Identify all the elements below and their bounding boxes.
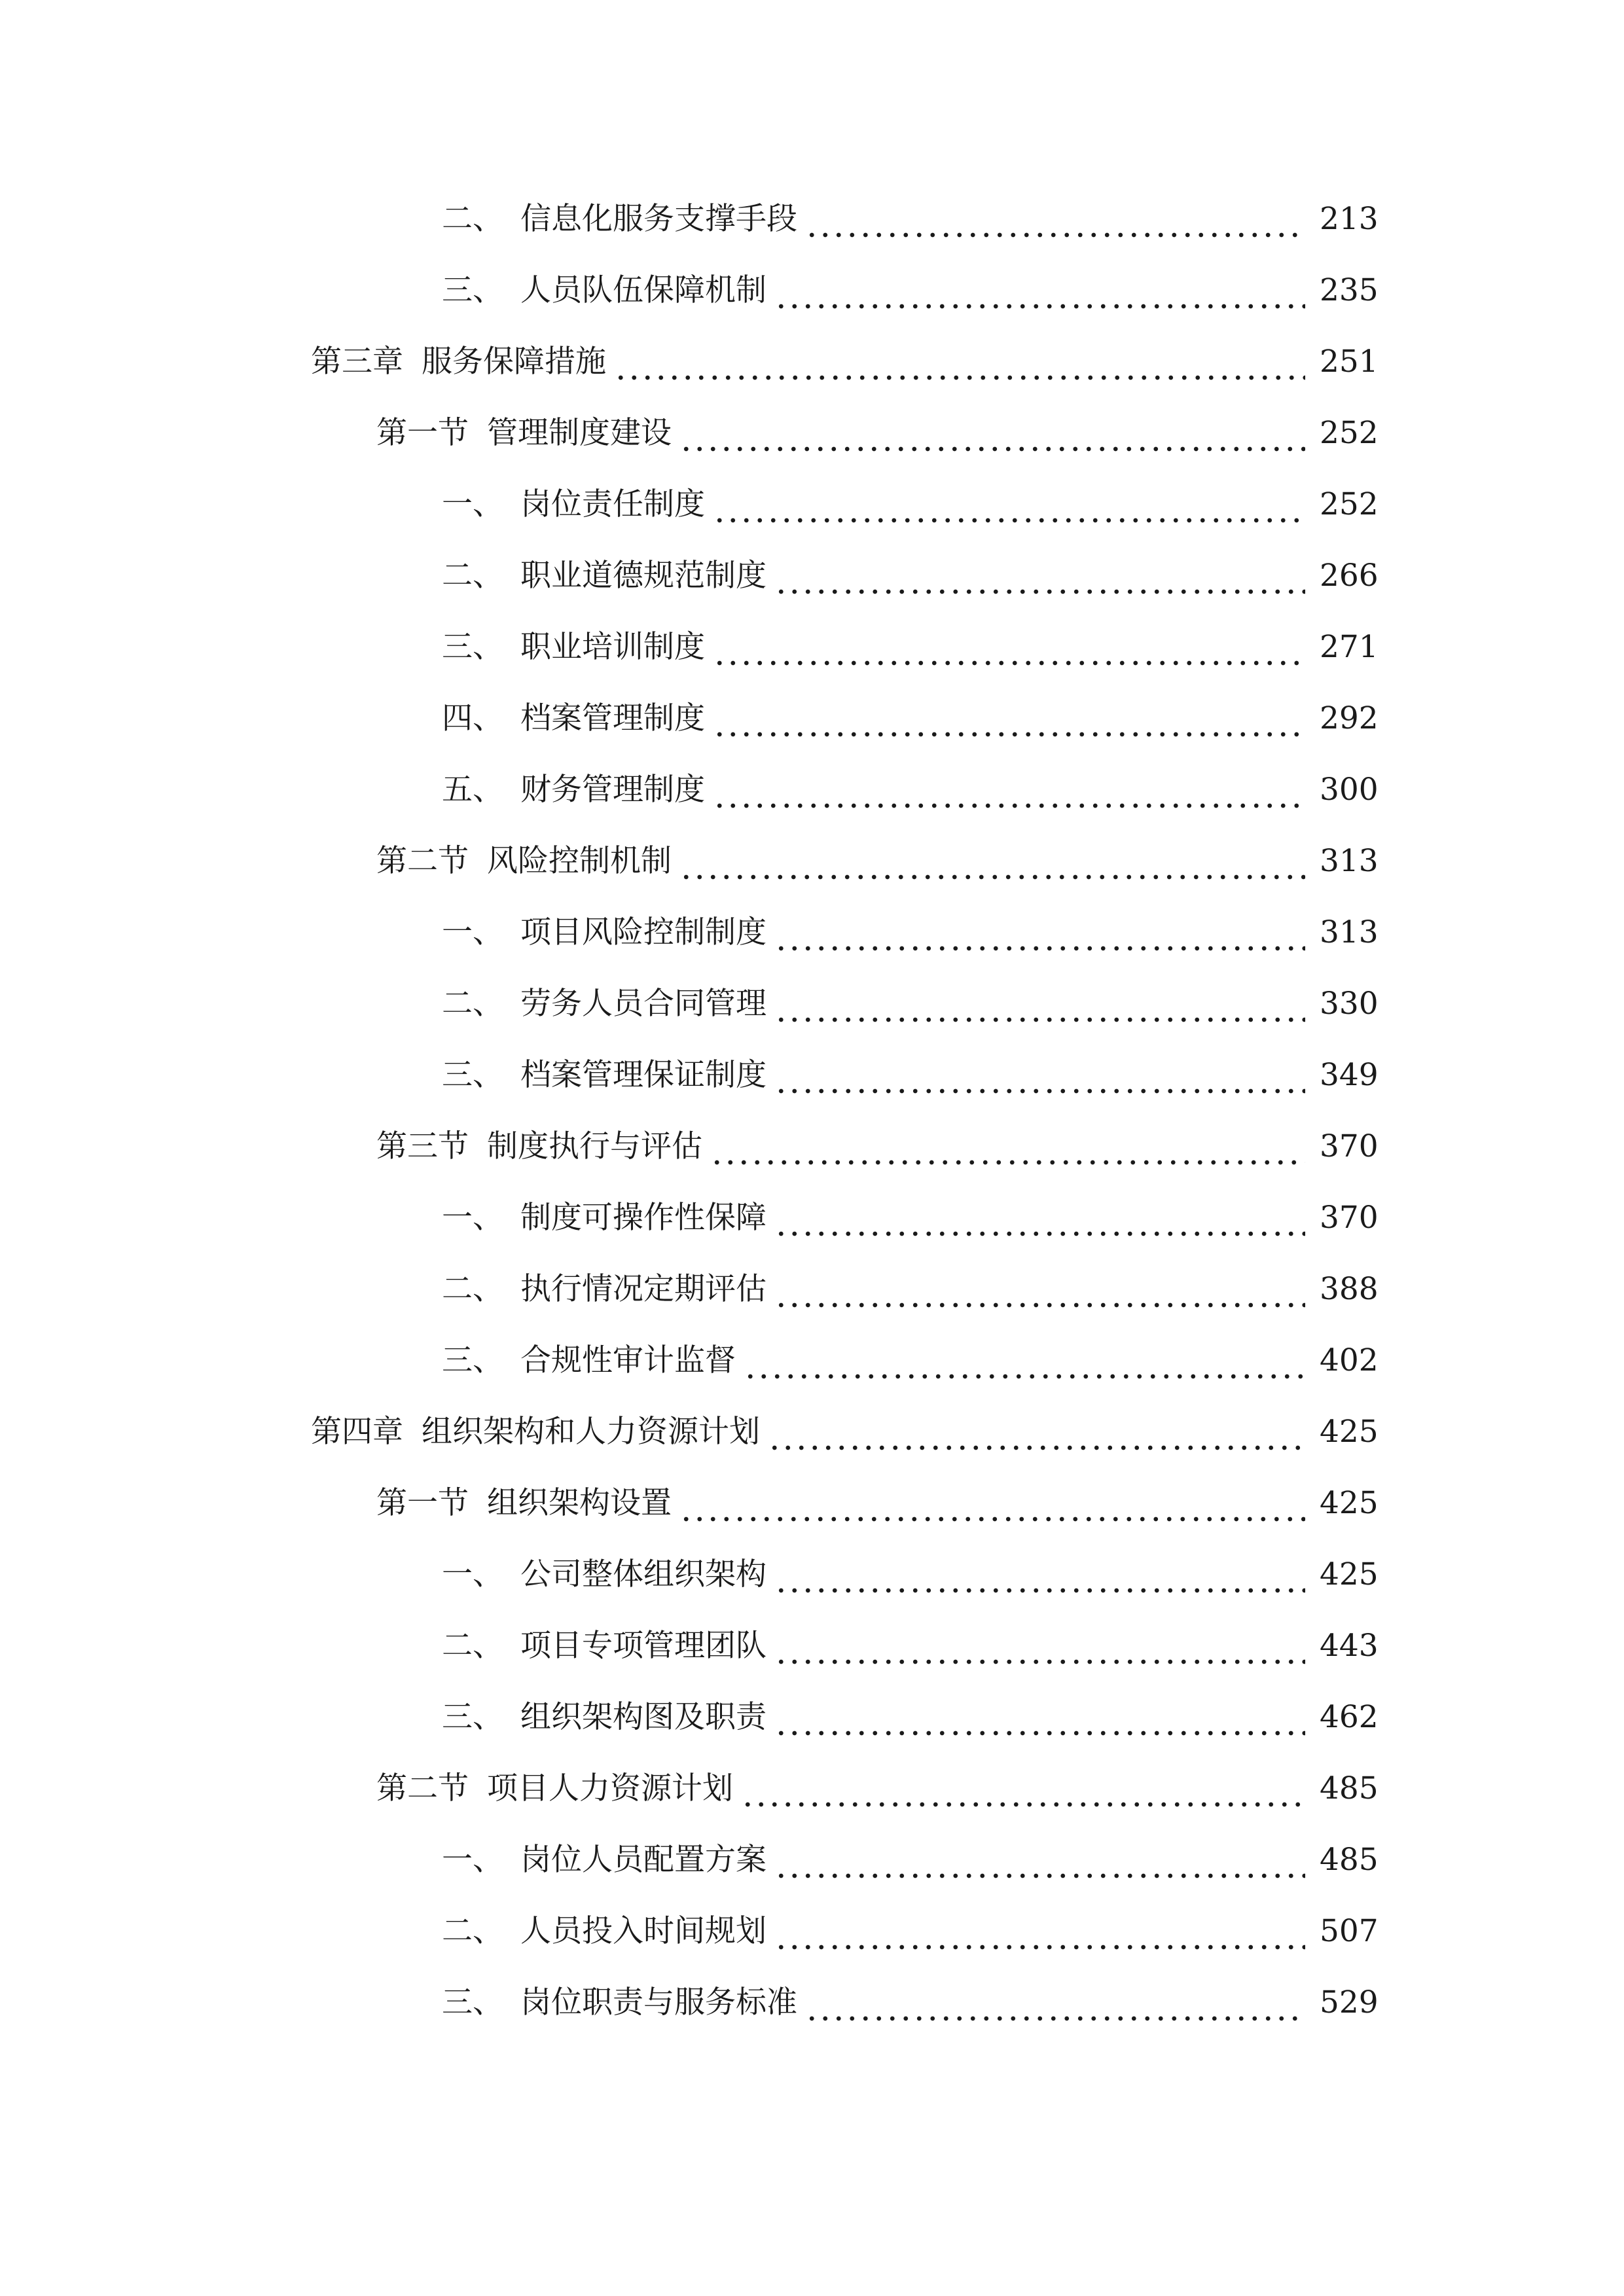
dot-leader [774,1691,1305,1744]
toc-entry-number: 三、 [442,1699,503,1735]
toc-entry-title: 财务管理制度 [520,772,705,808]
dot-leader [713,621,1305,673]
toc-entry[interactable] [442,1335,1379,1387]
toc-entry-page: 313 [1320,843,1379,879]
dot-leader [710,1121,1305,1173]
toc-entry-number: 第一节 [376,415,469,451]
toc-entry-page: 388 [1320,1271,1379,1307]
toc-chapter-entry[interactable] [311,1406,1379,1458]
toc-entry-title: 管理制度建设 [487,415,672,451]
toc-entry-number: 三、 [442,1984,503,2020]
dot-leader [805,1977,1305,2029]
toc-entry-page: 485 [1320,1770,1379,1806]
toc-entry-number: 一、 [442,1200,503,1236]
toc-entry-number: 二、 [442,1271,503,1307]
toc-entry-number: 三、 [442,1057,503,1093]
dot-leader [774,1192,1305,1244]
toc-entry-title: 人员队伍保障机制 [520,272,767,308]
toc-entry[interactable] [442,906,1379,959]
toc-entry-page: 462 [1320,1699,1379,1735]
toc-entry-page: 529 [1320,1984,1379,2020]
toc-chapter-entry[interactable] [311,336,1379,388]
toc-entry-number: 二、 [442,1628,503,1664]
toc-entry[interactable] [442,1834,1379,1886]
toc-entry-title: 制度执行与评估 [487,1128,702,1164]
toc-section-entry[interactable] [376,1121,1379,1173]
dot-leader [679,1477,1305,1530]
dot-leader [774,1620,1305,1672]
toc-section-entry[interactable] [376,1477,1379,1530]
toc-section-entry[interactable] [376,407,1379,459]
toc-entry-page: 425 [1320,1414,1379,1450]
toc-entry[interactable] [442,193,1379,245]
dot-leader [774,1549,1305,1601]
toc-entry-title: 组织架构设置 [487,1485,672,1521]
toc-entry-title: 档案管理保证制度 [520,1057,767,1093]
toc-entry-number: 四、 [442,700,503,736]
toc-entry-number: 二、 [442,558,503,594]
toc-entry-title: 人员投入时间规划 [520,1913,767,1949]
toc-entry-number: 一、 [442,1842,503,1878]
toc-entry-title: 组织架构和人力资源计划 [422,1414,760,1450]
toc-entry-title: 服务保障措施 [422,344,606,380]
toc-entry-title: 制度可操作性保障 [520,1200,767,1236]
dot-leader [713,764,1305,816]
toc-entry[interactable] [442,550,1379,602]
toc-entry-number: 第三节 [376,1128,469,1164]
toc-entry[interactable] [442,264,1379,317]
toc-entry-title: 信息化服务支撑手段 [520,201,797,237]
dot-leader [614,336,1305,388]
dot-leader [713,692,1305,745]
dot-leader [774,264,1305,317]
dot-leader [774,550,1305,602]
toc-entry[interactable] [442,478,1379,531]
toc-entry[interactable] [442,978,1379,1030]
toc-entry-page: 252 [1320,486,1379,522]
toc-entry-title: 职业道德规范制度 [520,558,767,594]
toc-entry[interactable] [442,1977,1379,2029]
dot-leader [679,835,1305,888]
toc-entry-title: 公司整体组织架构 [520,1556,767,1592]
toc-entry[interactable] [442,1549,1379,1601]
toc-entry-title: 岗位责任制度 [520,486,705,522]
dot-leader [774,1905,1305,1958]
toc-entry-page: 349 [1320,1057,1379,1093]
toc-entry-number: 三、 [442,629,503,665]
toc-entry-number: 第二节 [376,1770,469,1806]
toc-entry-title: 风险控制机制 [487,843,672,879]
toc-entry-page: 443 [1320,1628,1379,1664]
toc-entry-page: 425 [1320,1556,1379,1592]
dot-leader [774,1263,1305,1316]
toc-entry-title: 项目风险控制制度 [520,914,767,950]
toc-entry-number: 三、 [442,272,503,308]
toc-entry-number: 第三章 [311,344,403,380]
toc-entry-number: 一、 [442,1556,503,1592]
toc-entry-page: 402 [1320,1342,1379,1378]
toc-entry-title: 岗位职责与服务标准 [520,1984,797,2020]
toc-section-entry[interactable] [376,835,1379,888]
toc-entry-page: 485 [1320,1842,1379,1878]
toc-entry-title: 职业培训制度 [520,629,705,665]
dot-leader [713,478,1305,531]
dot-leader [768,1406,1305,1458]
toc-entry-page: 425 [1320,1485,1379,1521]
toc-entry[interactable] [442,1691,1379,1744]
toc-entry[interactable] [442,1263,1379,1316]
toc-entry-title: 合规性审计监督 [520,1342,736,1378]
toc-entry-number: 第二节 [376,843,469,879]
toc-entry-number: 三、 [442,1342,503,1378]
toc-entry-title: 组织架构图及职责 [520,1699,767,1735]
toc-entry-page: 370 [1320,1128,1379,1164]
toc-entry-title: 项目专项管理团队 [520,1628,767,1664]
toc-entry-page: 330 [1320,986,1379,1022]
toc-entry-number: 第四章 [311,1414,403,1450]
dot-leader [805,193,1305,245]
toc-entry-number: 五、 [442,772,503,808]
toc-entry-title: 执行情况定期评估 [520,1271,767,1307]
toc-entry-page: 252 [1320,415,1379,451]
toc-entry-page: 213 [1320,201,1379,237]
dot-leader [741,1763,1305,1815]
toc-entry[interactable] [442,1905,1379,1958]
toc-entry-page: 507 [1320,1913,1379,1949]
toc-entry[interactable] [442,764,1379,816]
toc-entry-page: 251 [1320,344,1379,380]
toc-entry-number: 第一节 [376,1485,469,1521]
toc-entry-number: 二、 [442,1913,503,1949]
toc-entry-title: 劳务人员合同管理 [520,986,767,1022]
toc-entry-page: 313 [1320,914,1379,950]
toc-entry[interactable] [442,692,1379,745]
toc-entry-page: 300 [1320,772,1379,808]
toc-entry-page: 370 [1320,1200,1379,1236]
dot-leader [679,407,1305,459]
toc-section-entry[interactable] [376,1763,1379,1815]
toc-entry-number: 一、 [442,486,503,522]
toc-entry-number: 二、 [442,986,503,1022]
toc-entry-page: 292 [1320,700,1379,736]
toc-entry-page: 235 [1320,272,1379,308]
toc-entry-page: 266 [1320,558,1379,594]
toc-entry-title: 项目人力资源计划 [487,1770,733,1806]
toc-entry-number: 二、 [442,201,503,237]
dot-leader [774,906,1305,959]
toc-entry[interactable] [442,1620,1379,1672]
toc-entry[interactable] [442,621,1379,673]
toc-entry-title: 岗位人员配置方案 [520,1842,767,1878]
toc-entry-number: 一、 [442,914,503,950]
dot-leader [774,1049,1305,1102]
dot-leader [774,1834,1305,1886]
toc-entry[interactable] [442,1049,1379,1102]
toc-entry[interactable] [442,1192,1379,1244]
dot-leader [744,1335,1305,1387]
toc-entry-title: 档案管理制度 [520,700,705,736]
toc-entry-page: 271 [1320,629,1379,665]
dot-leader [774,978,1305,1030]
